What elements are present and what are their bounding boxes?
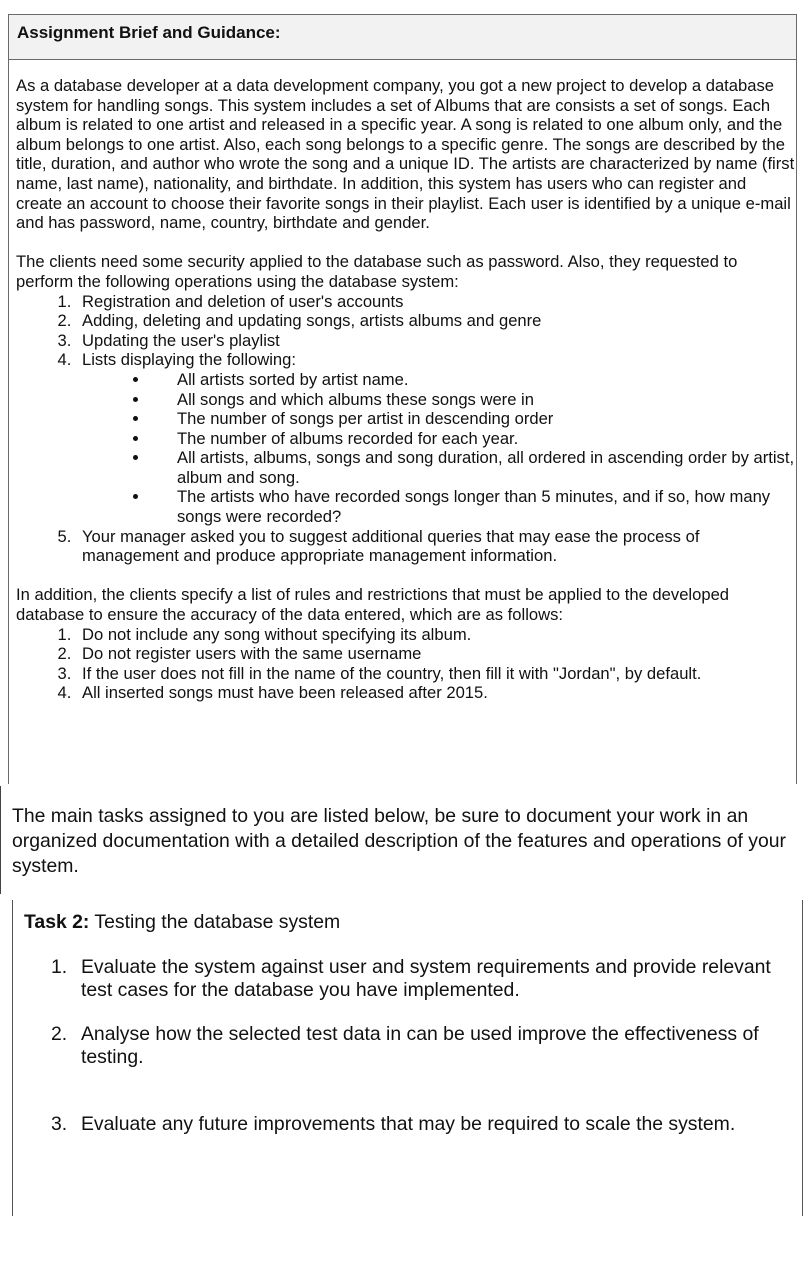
- main-tasks-text: The main tasks assigned to you are listed below, be sure to document your work in an organized documentation with a detailed description of the features and operations of your system.: [12, 805, 786, 877]
- security-paragraph: The clients need some security applied to the database such as password. Also, they requested to perform the following operations using the database system:: [16, 252, 738, 291]
- task2-title: [24, 911, 340, 934]
- brief-title: Assignment Brief and Guidance:: [9, 15, 796, 60]
- task2-item: [51, 1023, 786, 1069]
- task2-label: Task 2:: [24, 911, 90, 933]
- display-list-item: • The number of songs per artist in descending order: [150, 409, 796, 429]
- task2-item-number: 1.: [51, 956, 68, 978]
- task2-item-text: Evaluate the system against user and system requirements and provide relevant test cases for the database you have implemented.: [81, 956, 771, 1001]
- operation-item-label: Lists displaying the following:: [82, 350, 296, 370]
- left-border: [0, 786, 1, 894]
- task2-title-text: Testing the database system: [89, 911, 341, 933]
- task2-item-number: 3.: [51, 1113, 68, 1135]
- task2-item: [51, 1113, 786, 1136]
- display-list-item: • All songs and which albums these songs were in: [150, 390, 796, 410]
- rule-item: 2. Do not register users with the same username: [76, 644, 796, 664]
- task2-item-text: Analyse how the selected test data in can be used improve the effectiveness of testing.: [81, 1023, 759, 1068]
- task2-item-number: 2.: [51, 1023, 68, 1045]
- assignment-brief-box: [8, 14, 797, 784]
- operation-item: 2. Adding, deleting and updating songs, artists albums and genre: [76, 311, 796, 331]
- rule-item: 3. If the user does not fill in the name of the country, then fill it with "Jordan", by default.: [76, 664, 796, 684]
- task2-item: [51, 956, 786, 1002]
- task2-item-text: Evaluate any future improvements that may be required to scale the system.: [81, 1113, 736, 1135]
- display-list-item: • The number of albums recorded for each year.: [150, 429, 796, 449]
- main-tasks-section: [0, 786, 810, 896]
- rule-item: 4. All inserted songs must have been released after 2015.: [76, 683, 796, 703]
- brief-body: [9, 60, 796, 703]
- operation-item: 5. Your manager asked you to suggest additional queries that may ease the process of management and produce appropriate management information.: [76, 527, 796, 566]
- display-list-item: • The artists who have recorded songs longer than 5 minutes, and if so, how many songs were recorded?: [150, 487, 796, 526]
- operation-item: [76, 350, 796, 526]
- display-list-item: • All artists, albums, songs and song duration, all ordered in ascending order by artist, album and song.: [150, 448, 796, 487]
- operation-item: 1. Registration and deletion of user's accounts: [76, 292, 796, 312]
- display-lists: [82, 370, 796, 527]
- operations-list: [16, 292, 796, 566]
- operation-item: 3. Updating the user's playlist: [76, 331, 796, 351]
- rule-item: 1. Do not include any song without specifying its album.: [76, 625, 796, 645]
- rules-paragraph: In addition, the clients specify a list of rules and restrictions that must be applied to the developed database to ensure the accuracy of the data entered, which are as follows:: [16, 585, 730, 625]
- task2-box: [12, 900, 803, 1216]
- display-list-item: • All artists sorted by artist name.: [150, 370, 796, 390]
- brief-intro: As a database developer at a data development company, you got a new project to develop a database system for handling songs. This system includes a set of Albums that are consists a set of songs. Each album is related to one artist and released in a specific year. A song is related to one album only, and the album belongs to one artist. Also, each song belongs to a specific genre. The songs are described by the title, duration, and author who wrote the song and a unique ID. The artists are characterized by name (first name, last name), nationality, and birthdate. In addition, this system has users who can register and create an account to choose their favorite songs in their playlist. Each user is identified by a unique e-mail and has password, name, country, birthdate and gender.: [16, 76, 795, 233]
- rules-list: [16, 625, 796, 703]
